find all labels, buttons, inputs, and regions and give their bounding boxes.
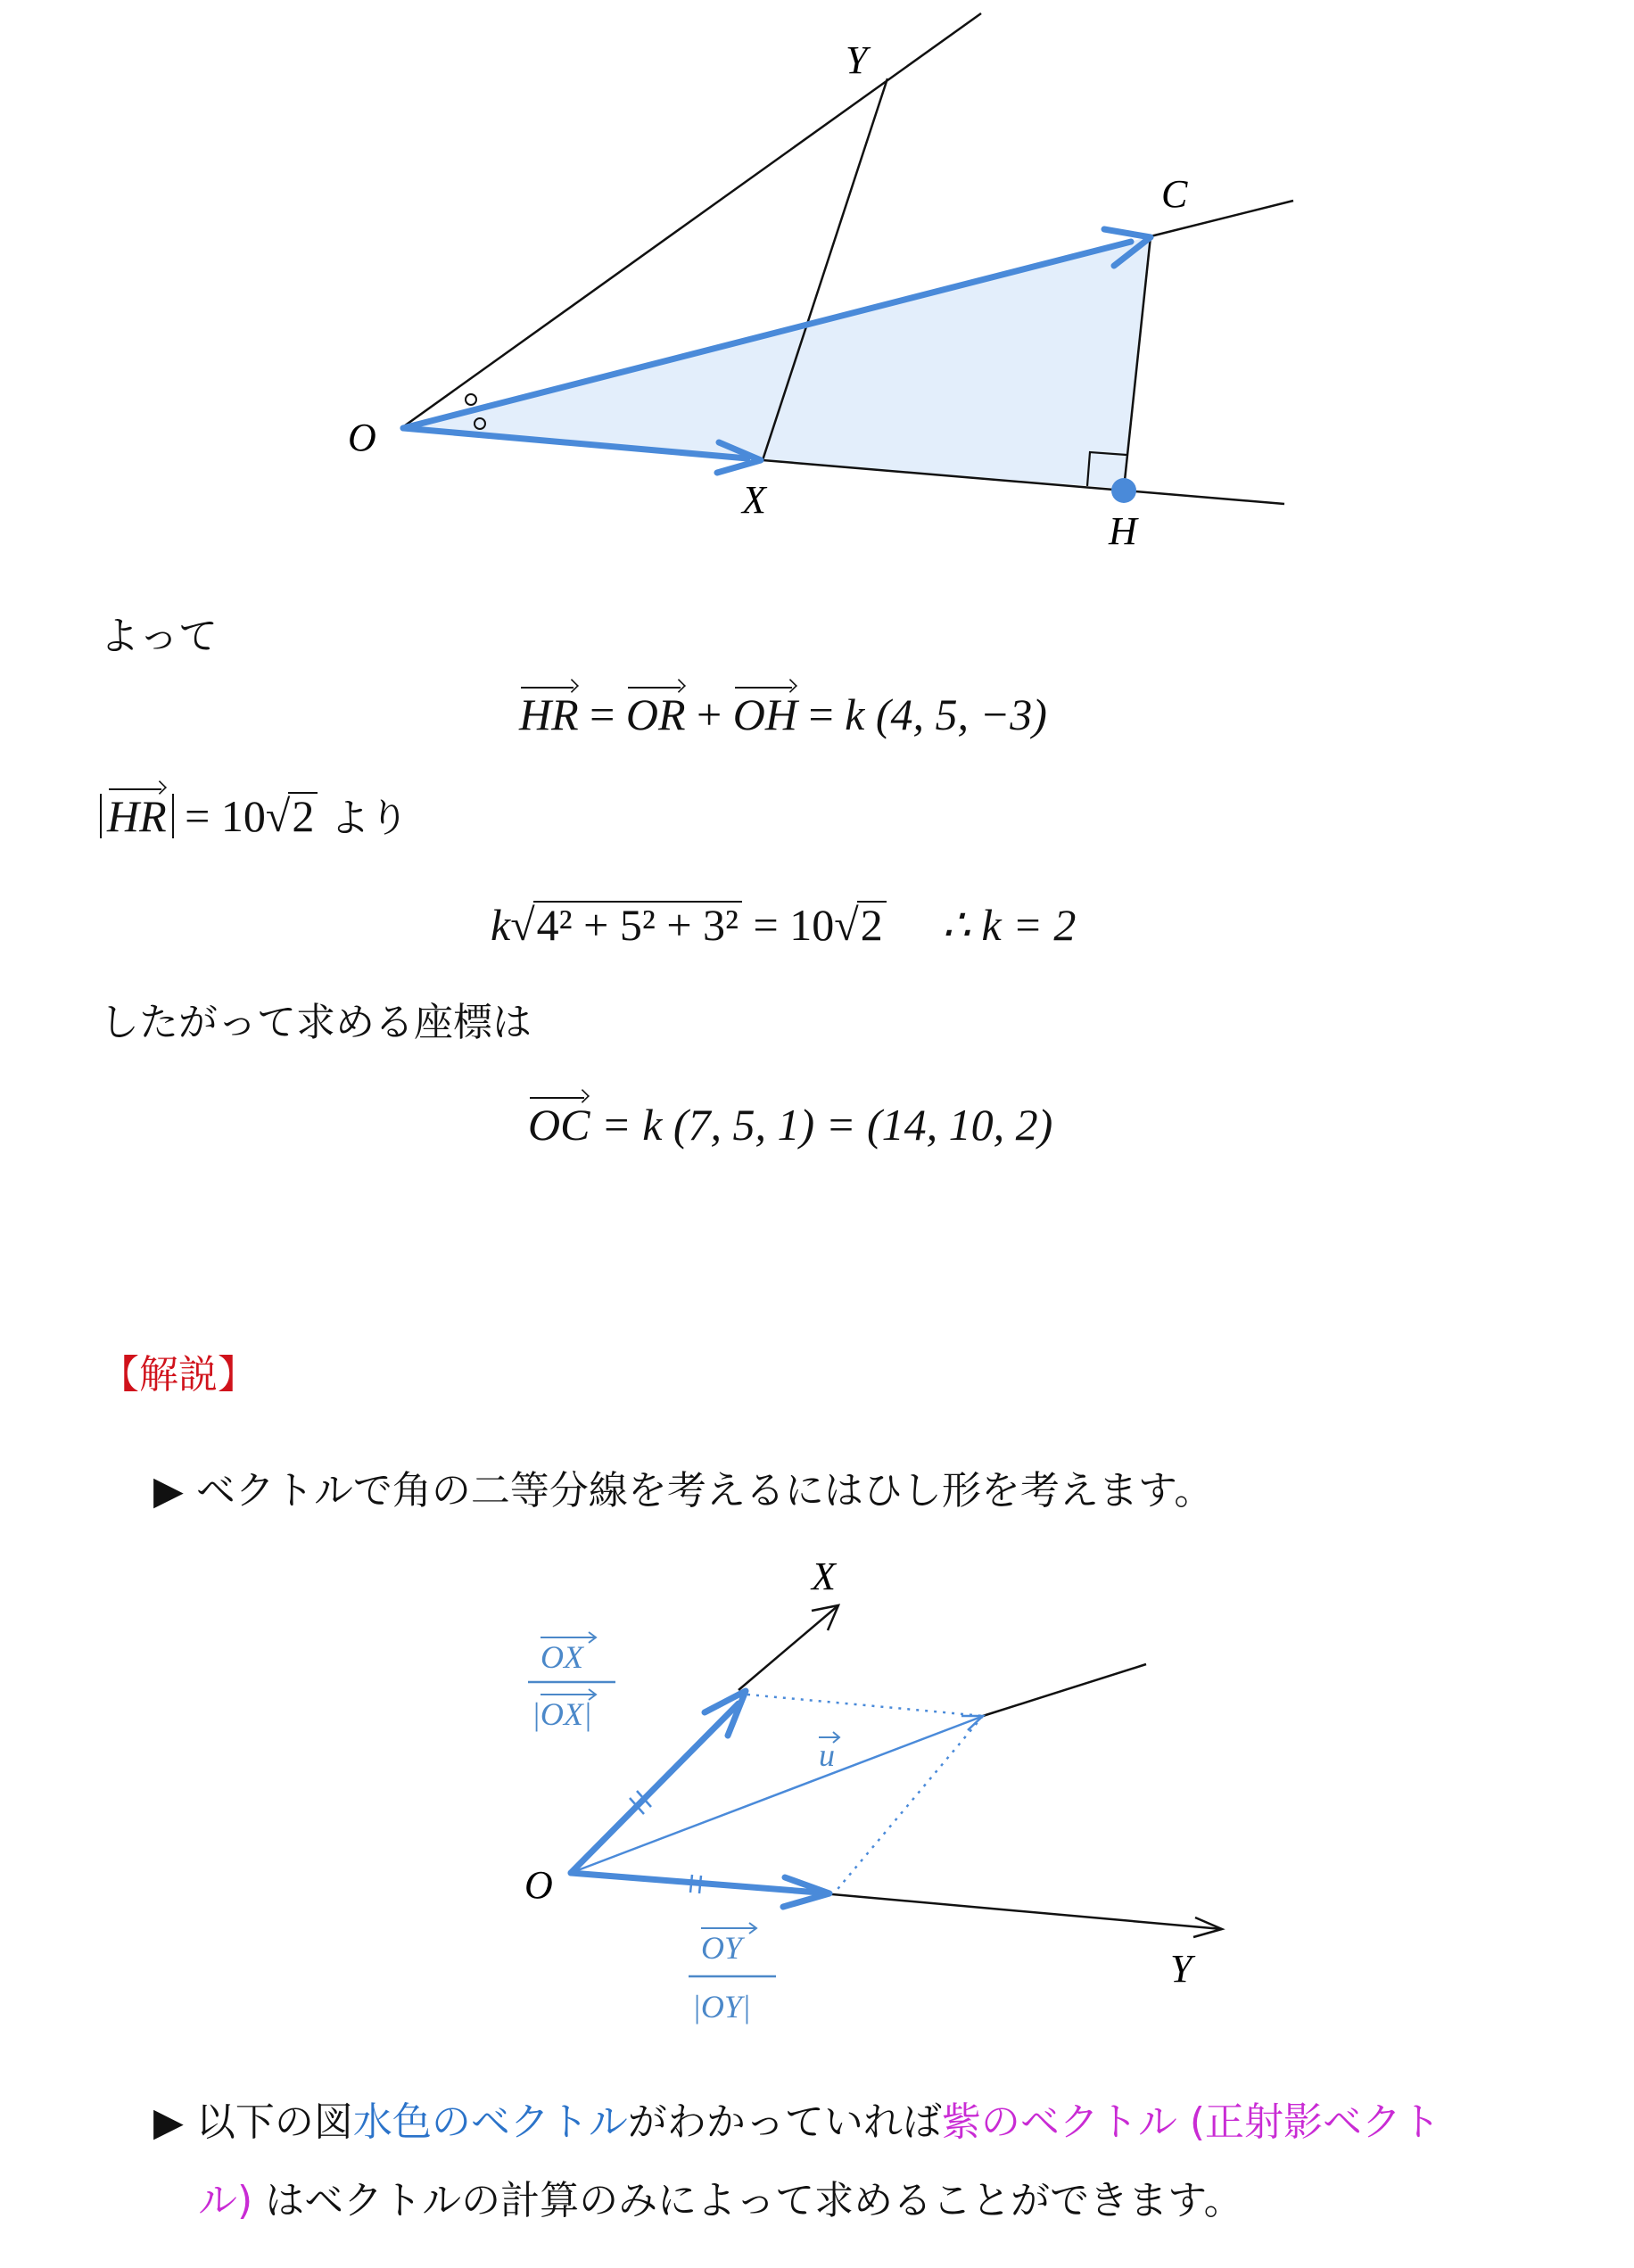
label-c: C xyxy=(1161,172,1188,216)
label2-x: X xyxy=(812,1555,836,1598)
label-h: H xyxy=(1109,509,1137,553)
label-y: Y xyxy=(846,38,868,82)
vec-hr-abs: HR xyxy=(107,791,167,841)
tick-oy-2 xyxy=(699,1876,701,1893)
point-h xyxy=(1111,478,1136,503)
tick-oy-1 xyxy=(690,1875,692,1893)
vector-u xyxy=(571,1717,981,1873)
vec-or: OR xyxy=(625,689,686,739)
frac-oy-den: |OY| xyxy=(692,1989,751,2025)
frac-oy-num: OY xyxy=(701,1930,743,1966)
angle-mark-1 xyxy=(466,394,476,405)
frac-ox-den: |OX| xyxy=(532,1696,592,1732)
ray-u-ext xyxy=(983,1664,1146,1716)
unit-vector-ox xyxy=(571,1703,739,1873)
bullet-2-p3: はベクトルの計算のみによって求めることができます。 xyxy=(252,2178,1243,2223)
text-yotte: よって xyxy=(100,614,218,659)
figure-rhombus xyxy=(0,1534,1634,2042)
bullet-2-marker: ▶ xyxy=(153,2099,184,2145)
frac-oy xyxy=(689,1923,776,2025)
dotted-side-1 xyxy=(747,1695,983,1716)
label-x: X xyxy=(742,478,766,522)
frac-ox-num: OX xyxy=(541,1639,583,1675)
vec-hr: HR xyxy=(519,689,579,739)
therefore: ∴ k = 2 xyxy=(942,900,1077,950)
label2-y: Y xyxy=(1170,1947,1192,1991)
bullet-1 xyxy=(153,1468,1214,1513)
shaded-region xyxy=(401,236,1151,489)
radicand: 4² + 5² + 3² xyxy=(533,901,742,947)
bullet-2-cont xyxy=(198,2178,1243,2223)
bullet-2-p2: がわかっていれば xyxy=(627,2099,942,2145)
eq2-rhs: = 10 xyxy=(753,900,835,950)
text-coord: したがって求める座標は xyxy=(100,1000,532,1045)
bullet-1-text: ベクトルで角の二等分線を考えるにはひし形を考えます。 xyxy=(195,1468,1214,1513)
figure-bisector-projection xyxy=(0,0,1634,571)
norm-suffix: より xyxy=(318,796,409,841)
label2-o: O xyxy=(524,1863,553,1907)
vec-oh: OH xyxy=(732,689,797,739)
bullet-2-magenta1: 紫のベクトル (正射影ベクト xyxy=(941,2099,1440,2145)
label2-u: u xyxy=(819,1737,835,1773)
norm-value: = 10 xyxy=(185,791,266,841)
equation-hr-norm: HR = 10√2 より xyxy=(100,792,408,838)
unit-vector-oy xyxy=(571,1873,819,1893)
equation-oc xyxy=(528,1100,1053,1150)
label-o: O xyxy=(348,416,376,459)
eq3-rhs: = k (7, 5, 1) = (14, 10, 2) xyxy=(600,1100,1053,1150)
frac-ox xyxy=(528,1632,615,1732)
equation-k: k√4² + 5² + 3² = 10√2 ∴ k = 2 xyxy=(491,900,1077,950)
k-symbol: k xyxy=(491,900,511,950)
ray-x xyxy=(739,1605,838,1690)
equation-hr: HR = OR + OH = k (4, 5, −3) xyxy=(519,689,1047,739)
bullet-2-cyan: 水色のベクトル xyxy=(352,2099,628,2145)
norm-sqrt: 2 xyxy=(288,792,318,838)
bullet-2 xyxy=(153,2099,1440,2145)
ray-y xyxy=(822,1893,1222,1929)
eq2-sqrt: 2 xyxy=(857,901,887,947)
bullet-marker: ▶ xyxy=(153,1468,184,1513)
vec-oc: OC xyxy=(528,1100,590,1150)
bullet-2-p1: 以下の図 xyxy=(195,2099,353,2145)
dotted-side-2 xyxy=(834,1716,983,1893)
bullet-2-magenta2: ル) xyxy=(198,2178,253,2223)
eq1-rhs: k (4, 5, −3) xyxy=(845,689,1047,739)
heading-kaisetsu: 【解説】 xyxy=(100,1352,257,1398)
